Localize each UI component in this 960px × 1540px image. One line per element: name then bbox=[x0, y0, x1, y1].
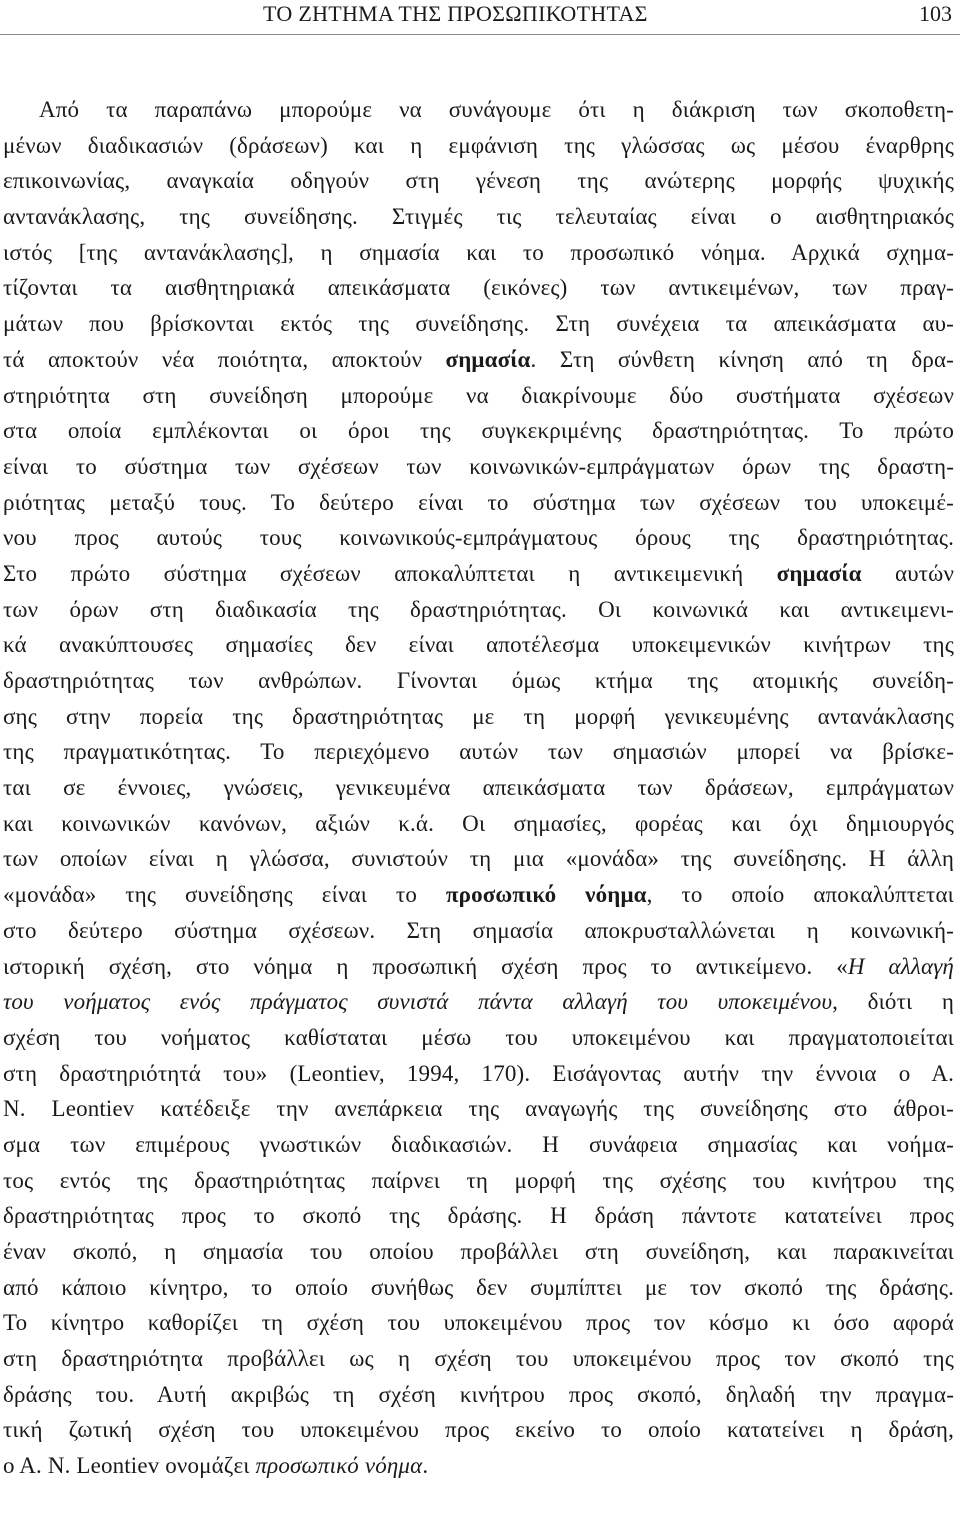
text-segment: στηριότητα στη συνείδηση μπορούμε να διακρίνουμε δύο συστήματα σχέσεων bbox=[3, 382, 954, 408]
text-line bbox=[3, 556, 954, 592]
text-line bbox=[3, 128, 954, 164]
text-line bbox=[3, 520, 954, 556]
text-segment: Ν. Leontiev κατέδειξε την ανεπάρκεια της αναγωγής της συνείδησης στο άθροι- bbox=[3, 1096, 954, 1122]
text-line bbox=[3, 163, 954, 199]
text-line bbox=[3, 235, 954, 271]
text-segment: των οποίων είναι η γλώσσα, συνιστούν τη μια «μονάδα» της συνείδησης. Η άλλη bbox=[3, 846, 954, 872]
text-segment: έναν σκοπό, η σημασία του οποίου προβάλλει στη συνείδηση, και παρακινείται bbox=[3, 1239, 954, 1264]
text-segment: στη δραστηριότητα προβάλλει ως η σχέση του υποκειμένου προς τον σκοπό της bbox=[3, 1346, 954, 1372]
text-segment: ο Α. Ν. Leontiev ονομάζει bbox=[3, 1453, 256, 1479]
text-segment: στη δραστηριότητά του» (Leontiev, 1994, 170). Εισάγοντας αυτήν την έννοια ο Α. bbox=[3, 1060, 954, 1086]
text-line bbox=[3, 1341, 954, 1377]
text-segment: σχέση του νοήματος καθίσταται μέσω του υποκειμένου και πραγματοποιείται bbox=[3, 1024, 954, 1050]
text-line bbox=[3, 1270, 954, 1306]
text-segment: ιστορική σχέση, στο νόημα η προσωπική σχέση προς το αντικείμενο. « bbox=[3, 953, 848, 979]
italic-quote: Η αλλαγή bbox=[847, 953, 954, 979]
text-line bbox=[3, 485, 954, 521]
page-number: 103 bbox=[919, 1, 952, 26]
text-segment: από κάποιο κίνητρο, το οποίο συνήθως δεν συμπίπτει με τον σκοπό της δράσης. bbox=[3, 1274, 954, 1300]
text-line bbox=[3, 1163, 954, 1199]
text-segment: ται σε έννοιες, γνώσεις, γενικευμένα απεικάσματα των δράσεων, εμπράγματων bbox=[3, 775, 954, 801]
text-segment: . Στη σύνθετη κίνηση από τη δρα- bbox=[530, 346, 954, 372]
text-segment: δραστηριότητας των ανθρώπων. Γίνονται όμως κτήμα της ατομικής συνείδη- bbox=[3, 668, 954, 693]
text-segment: . bbox=[422, 1453, 429, 1479]
text-segment: τά αποκτούν νέα ποιότητα, αποκτούν bbox=[3, 346, 446, 372]
running-head-title: ΤΟ ΖΗΤΗΜΑ ΤΗΣ ΠΡΟΣΩΠΙΚΟΤΗΤΑΣ bbox=[263, 1, 648, 26]
italic-quote: του νοήματος ενός πράγματος συνιστά πάντα αλλαγή του υποκειμένου bbox=[3, 989, 833, 1015]
text-line bbox=[3, 342, 954, 378]
text-line bbox=[3, 449, 954, 485]
text-segment: νου προς αυτούς τους κοινωνικούς-εμπράγματους όρους της δραστηριότητας. bbox=[3, 525, 954, 551]
text-line bbox=[3, 1377, 954, 1413]
text-segment: «μονάδα» της συνείδησης είναι το bbox=[3, 882, 446, 908]
text-segment: αυτών bbox=[861, 560, 954, 586]
text-line bbox=[3, 270, 954, 306]
bold-term: σημασία bbox=[776, 560, 862, 586]
text-line bbox=[3, 1020, 954, 1056]
text-line bbox=[3, 734, 954, 770]
text-line bbox=[3, 413, 954, 449]
text-segment: των όρων στη διαδικασία της δραστηριότητας. Οι κοινωνικά και αντικειμενι- bbox=[3, 596, 954, 622]
text-segment: τος εντός της δραστηριότητας παίρνει τη μορφή της σχέσης του κινήτρου της bbox=[3, 1167, 954, 1193]
text-line bbox=[3, 306, 954, 342]
text-segment: αντανάκλασης, της συνείδησης. Στιγμές τις τελευταίας είναι ο αισθητηριακός bbox=[3, 204, 954, 230]
text-segment: σης στην πορεία της δραστηριότητας με τη μορφή γενικευμένης αντανάκλασης bbox=[3, 703, 954, 729]
text-segment: μάτων που βρίσκονται εκτός της συνείδησης. Στη συνέχεια τα απεικάσματα αυ- bbox=[3, 311, 954, 337]
text-segment: τική ζωτική σχέση του υποκειμένου προς εκείνο το οποίο κατατείνει η δράση, bbox=[3, 1417, 954, 1443]
text-line bbox=[3, 699, 954, 735]
text-line bbox=[3, 1056, 954, 1092]
text-segment: τίζονται τα αισθητηριακά απεικάσματα (εικόνες) των αντικειμένων, των πραγ- bbox=[3, 275, 954, 301]
text-line bbox=[3, 199, 954, 235]
text-line bbox=[3, 1091, 954, 1127]
text-segment: και κοινωνικών κανόνων, αξιών κ.ά. Οι σημασίες, φορέας και όχι δημιουργός bbox=[3, 810, 954, 836]
text-line bbox=[3, 841, 954, 877]
text-line bbox=[3, 663, 954, 699]
text-line bbox=[3, 806, 954, 842]
text-line bbox=[3, 1412, 954, 1448]
text-segment: μένων διαδικασιών (δράσεων) και η εμφάνιση της γλώσσας ως μέσου έναρθρης bbox=[3, 132, 954, 158]
text-segment: Το κίνητρο καθορίζει τη σχέση του υποκειμένου προς τον κόσμο κι όσο αφορά bbox=[3, 1310, 954, 1336]
text-segment: , διότι η bbox=[832, 989, 954, 1015]
text-line bbox=[3, 1198, 954, 1234]
text-line bbox=[3, 1127, 954, 1163]
text-segment: ριότητας μεταξύ τους. Το δεύτερο είναι το σύστημα των σχέσεων του υποκειμέ- bbox=[3, 489, 954, 515]
text-segment: , το οποίο αποκαλύπτεται bbox=[646, 882, 954, 908]
italic-quote: προσωπικό νόημα bbox=[255, 1453, 423, 1479]
running-header bbox=[0, 0, 960, 30]
text-segment: Στο πρώτο σύστημα σχέσεων αποκαλύπτεται η αντικειμενική bbox=[3, 560, 777, 586]
text-line bbox=[3, 378, 954, 414]
text-line bbox=[3, 92, 954, 128]
text-line bbox=[3, 1448, 954, 1484]
text-line bbox=[3, 1234, 954, 1270]
text-line bbox=[3, 770, 954, 806]
text-segment: στο δεύτερο σύστημα σχέσεων. Στη σημασία αποκρυσταλλώνεται η κοινωνική- bbox=[3, 917, 954, 943]
text-segment: κά ανακύπτουσες σημασίες δεν είναι αποτέλεσμα υποκειμενικών κινήτρων της bbox=[3, 632, 954, 658]
text-segment: στα οποία εμπλέκονται οι όροι της συγκεκριμένης δραστηριότητας. Το πρώτο bbox=[3, 418, 954, 444]
bold-term: προσωπικό νόημα bbox=[445, 882, 647, 908]
text-segment: ιστός [της αντανάκλασης], η σημασία και το προσωπικό νόημα. Αρχικά σχημα- bbox=[3, 239, 954, 265]
text-line bbox=[3, 877, 954, 913]
text-line bbox=[3, 949, 954, 985]
text-segment: επικοινωνίας, αναγκαία οδηγούν στη γένεση της ανώτερης μορφής ψυχικής bbox=[3, 168, 954, 194]
bold-term: σημασία bbox=[445, 346, 531, 372]
header-rule bbox=[0, 34, 960, 35]
text-line bbox=[3, 592, 954, 628]
text-line bbox=[3, 984, 954, 1020]
text-line bbox=[3, 627, 954, 663]
text-segment: της πραγματικότητας. Το περιεχόμενο αυτών των σημασιών μπορεί να βρίσκε- bbox=[3, 739, 954, 765]
body-paragraph bbox=[3, 92, 954, 1484]
text-segment: Από τα παραπάνω μπορούμε να συνάγουμε ότι η διάκριση των σκοποθετη- bbox=[39, 97, 954, 122]
text-line bbox=[3, 1305, 954, 1341]
text-segment: είναι το σύστημα των σχέσεων των κοινωνικών-εμπράγματων όρων της δραστη- bbox=[3, 453, 954, 479]
text-segment: δράσης του. Αυτή ακριβώς τη σχέση κινήτρου προς σκοπό, δηλαδή την πραγμα- bbox=[3, 1381, 954, 1407]
text-segment: δραστηριότητας προς το σκοπό της δράσης. Η δράση πάντοτε κατατείνει προς bbox=[3, 1203, 954, 1229]
text-line bbox=[3, 913, 954, 949]
text-segment: σμα των επιμέρους γνωστικών διαδικασιών. Η συνάφεια σημασίας και νοήμα- bbox=[3, 1131, 954, 1157]
